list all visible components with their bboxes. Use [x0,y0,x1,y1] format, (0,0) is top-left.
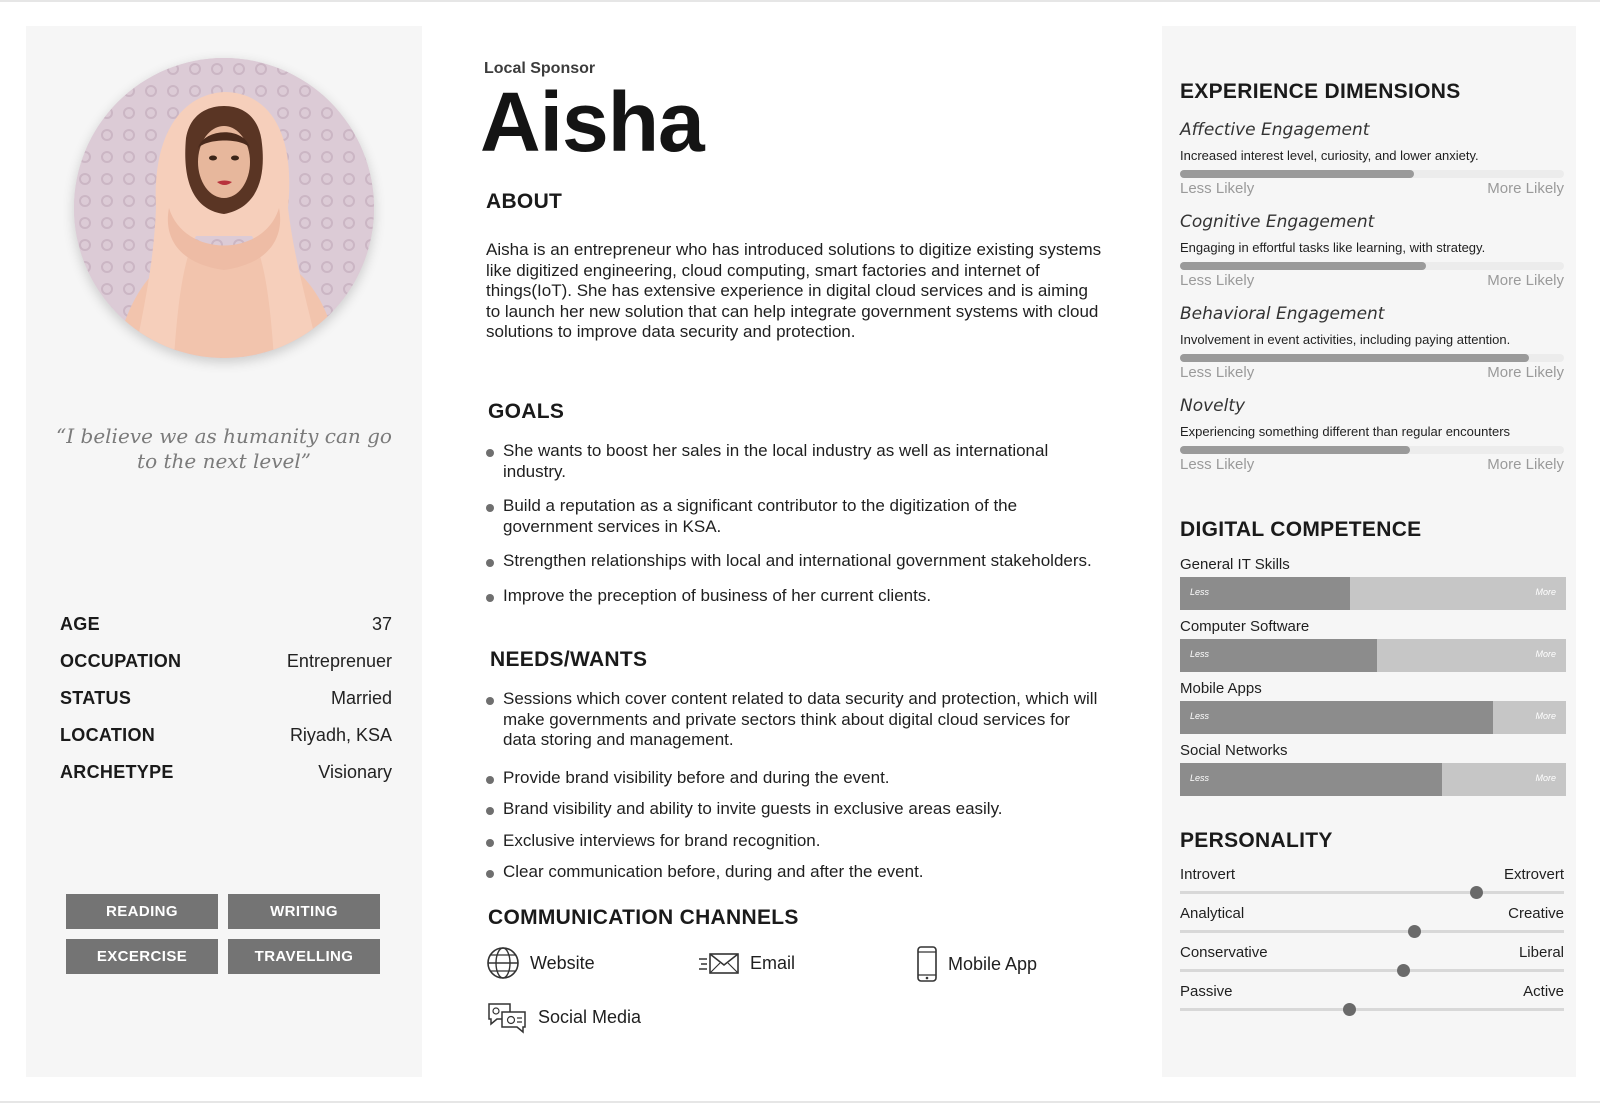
persona-name: Aisha [480,75,704,169]
dimension-behavioral [1180,304,1564,381]
skill-label: General IT Skills [1180,556,1290,573]
competence-heading: DIGITAL COMPETENCE [1180,518,1422,541]
skill-fill [1180,763,1442,796]
trait-conservative-liberal [1180,944,1564,972]
skill-computer-software [1180,618,1566,672]
persona-role: Local Sponsor [484,60,596,77]
persona-details [478,0,1118,1103]
needs-heading: NEEDS/WANTS [490,648,648,671]
skill-bar [1180,639,1566,672]
need-item: Brand visibility and ability to invite guests in exclusive areas easily. [486,799,1106,820]
dimension-desc: Involvement in event activities, including paying attention. [1180,332,1511,347]
trait-slider-track [1180,891,1564,894]
smartphone-icon [916,946,938,982]
fact-archetype [60,754,392,791]
about-text: Aisha is an entrepreneur who has introduced solutions to digitize existing systems like digitized engineering, cloud computing, smart factories and internet of things(IoT). She has extensive experience in digital cloud services and is aiming to launch her new solution that can help integrate government systems with cloud solutions to improve data security and protection. [486,240,1102,341]
trait-slider-knob [1343,1003,1356,1016]
goals-heading: GOALS [488,400,565,423]
fact-occupation [60,643,392,680]
dimension-desc: Increased interest level, curiosity, and lower anxiety. [1180,148,1479,163]
fact-label: OCCUPATION [60,651,182,671]
fact-age [60,606,392,643]
dimension-title: Novelty [1180,396,1246,416]
trait-left-label: Analytical [1180,905,1245,922]
hobby-tag-exercise: EXCERCISE [66,939,218,974]
experience-heading: EXPERIENCE DIMENSIONS [1180,80,1461,103]
trait-left-label: Introvert [1180,866,1236,883]
trait-right-label: Active [1523,983,1564,1000]
fact-status [60,680,392,717]
skill-fill [1180,639,1377,672]
hobby-tag-reading: READING [66,894,218,929]
persona-facts [60,606,392,791]
goal-item: Build a reputation as a significant contributor to the digitization of the government services in KSA. [486,496,1106,537]
dimension-fill [1180,262,1426,270]
fact-label: STATUS [60,688,132,708]
skill-more-label: More [1535,711,1556,721]
channels-heading: COMMUNICATION CHANNELS [488,906,799,929]
scale-more-label: More Likely [1487,180,1564,197]
fact-value: Married [330,688,392,708]
trait-slider-knob [1408,925,1421,938]
dimension-fill [1180,446,1410,454]
skill-social-networks [1180,742,1566,796]
scale-more-label: More Likely [1487,272,1564,289]
hobby-tags [66,894,378,974]
channel-social-media [486,1000,641,1034]
skill-less-label: Less [1190,649,1210,659]
skill-more-label: More [1535,649,1556,659]
trait-slider-knob [1470,886,1483,899]
avatar [74,58,374,358]
goals-list [486,441,1106,620]
dimension-novelty [1180,396,1564,473]
skill-label: Social Networks [1180,742,1288,759]
need-item: Clear communication before, during and after the event. [486,862,1106,883]
dimension-cognitive [1180,212,1564,289]
fact-value: 37 [371,614,392,634]
skill-less-label: Less [1190,711,1210,721]
fact-label: LOCATION [60,725,156,745]
dimension-title: Behavioral Engagement [1180,304,1385,324]
dimension-title: Affective Engagement [1180,120,1370,140]
trait-passive-active [1180,983,1564,1011]
needs-list [486,689,1106,894]
channel-label: Social Media [538,1006,642,1027]
scale-less-label: Less Likely [1180,364,1255,381]
dimension-fill [1180,354,1529,362]
trait-introvert-extrovert [1180,866,1564,894]
chat-bubbles-icon [486,1000,528,1034]
dimension-scale [1180,170,1564,178]
dimension-scale [1180,262,1564,270]
dimension-fill [1180,170,1414,178]
skill-bar [1180,763,1566,796]
skill-label: Mobile Apps [1180,680,1262,697]
trait-right-label: Extrovert [1503,866,1564,883]
skill-more-label: More [1535,773,1556,783]
globe-icon [486,946,520,980]
goal-item: Improve the preception of business of her current clients. [486,586,1106,607]
fact-label: ARCHETYPE [60,762,174,782]
fact-label: AGE [60,614,100,634]
need-item: Sessions which cover content related to data security and protection, which will make governments and private sectors think about digital cloud services for data storing and management. [486,689,1106,751]
trait-slider-track [1180,1008,1564,1011]
trait-slider-knob [1397,964,1410,977]
scale-more-label: More Likely [1487,364,1564,381]
fact-value: Riyadh, KSA [289,725,392,745]
profile-panel [26,26,422,1077]
skill-fill [1180,701,1493,734]
scale-less-label: Less Likely [1180,456,1255,473]
channel-label: Email [750,952,796,973]
dimension-scale [1180,446,1564,454]
channel-label: Website [530,952,595,973]
dimension-affective [1180,120,1564,197]
dimension-desc: Experiencing something different than regular encounters [1180,424,1511,439]
fact-location [60,717,392,754]
trait-left-label: Passive [1180,983,1233,1000]
skill-general-it [1180,556,1566,610]
channels-list [486,946,1106,1056]
channel-website [486,946,595,980]
need-item: Exclusive interviews for brand recognition. [486,831,1106,852]
about-heading: ABOUT [486,190,563,213]
hobby-tag-travelling: TRAVELLING [228,939,380,974]
fact-value: Visionary [318,762,392,782]
goal-item: She wants to boost her sales in the local industry as well as international industry. [486,441,1106,482]
persona-quote: “I believe we as humanity can go to the next level” [56,424,392,473]
skill-mobile-apps [1180,680,1566,734]
skill-more-label: More [1535,587,1556,597]
trait-right-label: Creative [1508,905,1564,922]
hobby-tag-writing: WRITING [228,894,380,929]
skill-less-label: Less [1190,773,1210,783]
channel-mobile-app [916,946,1037,982]
channel-label: Mobile App [948,953,1038,974]
scale-more-label: More Likely [1487,456,1564,473]
skill-bar [1180,701,1566,734]
skill-less-label: Less [1190,587,1210,597]
trait-slider-track [1180,930,1564,933]
scale-less-label: Less Likely [1180,272,1255,289]
dimension-title: Cognitive Engagement [1180,212,1375,232]
personality-heading: PERSONALITY [1180,829,1333,852]
envelope-icon [698,946,740,980]
trait-left-label: Conservative [1180,944,1268,961]
trait-slider-track [1180,969,1564,972]
skill-label: Computer Software [1180,618,1310,635]
goal-item: Strengthen relationships with local and international government stakeholders. [486,551,1106,572]
trait-right-label: Liberal [1518,944,1564,961]
channel-email [698,946,795,980]
scale-less-label: Less Likely [1180,180,1255,197]
skill-bar [1180,577,1566,610]
dimension-desc: Engaging in effortful tasks like learning, with strategy. [1180,240,1486,255]
trait-analytical-creative [1180,905,1564,933]
need-item: Provide brand visibility before and during the event. [486,768,1106,789]
persona-portrait [74,58,374,358]
dimension-scale [1180,354,1564,362]
fact-value: Entreprenuer [286,651,392,671]
metrics-panel [1162,26,1576,1077]
